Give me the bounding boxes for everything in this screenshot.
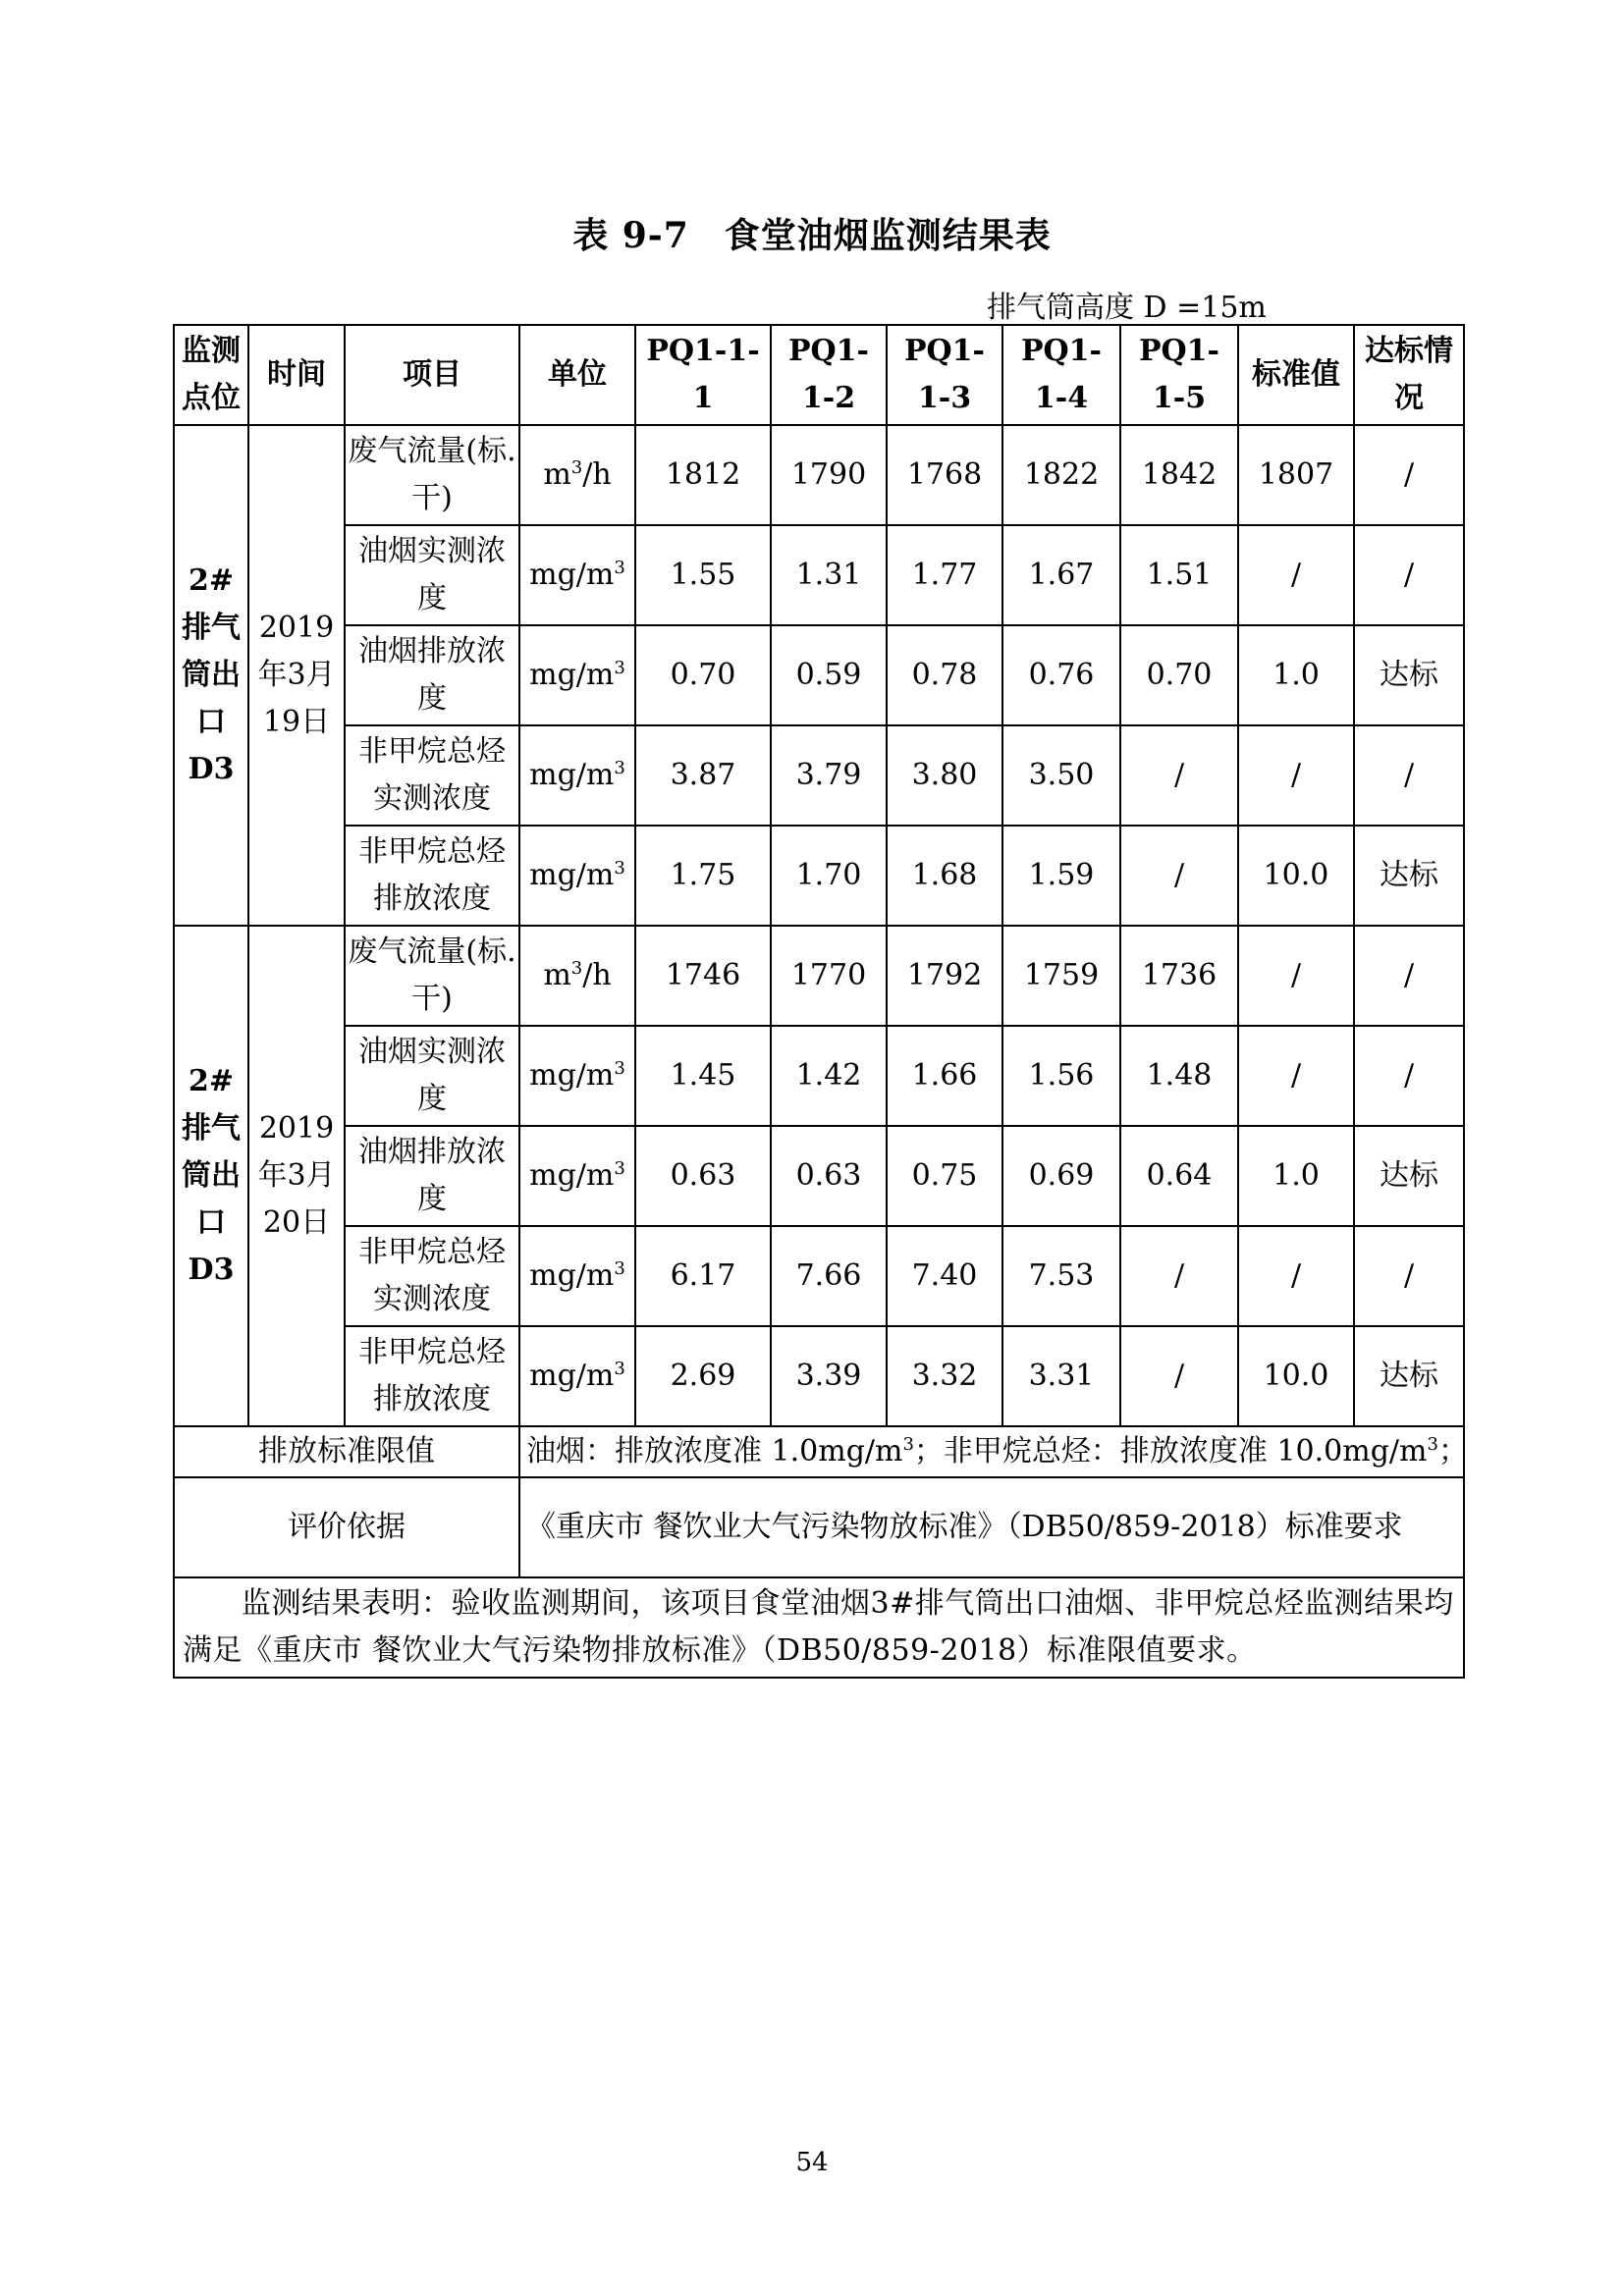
emission-limits-row [174,1426,1464,1477]
sample-value-cell: 1.56 [1002,1026,1120,1126]
unit-cell: $mg/m^3$ [519,1226,635,1326]
monitoring-results-table [173,324,1468,1679]
sample-value-cell: 2.69 [635,1326,771,1426]
sample-value-cell: 1768 [887,425,1002,525]
sample-value-cell: 6.17 [635,1226,771,1326]
header-item: 项目 [345,325,519,425]
sample-value-cell: 7.53 [1002,1226,1120,1326]
sample-value-cell: 1.77 [887,525,1002,625]
compliance-status-cell: / [1354,1026,1464,1126]
header-sample-1: PQ1-1-1 [635,325,771,425]
table-row [174,1126,1464,1226]
table-row [174,826,1464,926]
sample-value-cell: 0.76 [1002,625,1120,725]
unit-cell: $mg/m^3$ [519,826,635,926]
sample-value-cell: 0.63 [635,1126,771,1226]
standard-value-cell: / [1238,525,1354,625]
table-row [174,425,1464,525]
sample-value-cell: 3.79 [771,725,887,826]
sample-value-cell: 1.45 [635,1026,771,1126]
unit-cell: $mg/m^3$ [519,625,635,725]
emission-limits-label: 排放标准限值 [174,1426,519,1477]
monitoring-date-cell: 2019年3月19日 [248,425,345,926]
header-standard: 标准值 [1238,325,1354,425]
table-row [174,1226,1464,1326]
sample-value-cell: 1746 [635,926,771,1026]
sample-value-cell: 1.67 [1002,525,1120,625]
table-row [174,725,1464,826]
header-row [174,325,1464,425]
sample-value-cell: 1.48 [1120,1026,1238,1126]
table-number: 表 9-7 [572,215,689,256]
item-cell: 油烟排放浓度 [345,1126,519,1226]
evaluation-basis-text: 《重庆市 餐饮业大气污染物放标准》（DB50/859-2018）标准要求 [519,1477,1464,1577]
sample-value-cell: 1790 [771,425,887,525]
sample-value-cell: 3.87 [635,725,771,826]
sample-value-cell: 0.64 [1120,1126,1238,1226]
item-cell: 废气流量(标.干) [345,425,519,525]
sample-value-cell: 1.68 [887,826,1002,926]
sample-value-cell: 1736 [1120,926,1238,1026]
header-unit: 单位 [519,325,635,425]
header-point: 监测点位 [174,325,248,425]
sample-value-cell: 1792 [887,926,1002,1026]
sample-value-cell: 3.80 [887,725,1002,826]
header-sample-2: PQ1-1-2 [771,325,887,425]
sample-value-cell: 0.59 [771,625,887,725]
conclusion-row [174,1577,1464,1678]
sample-value-cell: 0.69 [1002,1126,1120,1226]
unit-cell: $mg/m^3$ [519,1026,635,1126]
unit-cell: $mg/m^3$ [519,525,635,625]
unit-cell: $mg/m^3$ [519,1326,635,1426]
monitoring-point-cell: 2#排气筒出口D3 [174,926,248,1426]
sample-value-cell: 1.31 [771,525,887,625]
sample-value-cell: 0.70 [635,625,771,725]
standard-value-cell: 1.0 [1238,625,1354,725]
sample-value-cell: 1.75 [635,826,771,926]
sample-value-cell: 3.32 [887,1326,1002,1426]
standard-value-cell: / [1238,725,1354,826]
standard-value-cell: / [1238,1226,1354,1326]
header-status: 达标情况 [1354,325,1464,425]
compliance-status-cell: / [1354,1226,1464,1326]
item-cell: 油烟实测浓度 [345,1026,519,1126]
standard-value-cell: / [1238,1026,1354,1126]
standard-value-cell: 10.0 [1238,826,1354,926]
sample-value-cell: / [1120,1226,1238,1326]
sample-value-cell: / [1120,826,1238,926]
item-cell: 非甲烷总烃排放浓度 [345,826,519,926]
conclusion-text: 监测结果表明：验收监测期间，该项目食堂油烟3#排气筒出口油烟、非甲烷总烃监测结果均满足《重庆市 餐饮业大气污染物排放标准》（DB50/859-2018）标准限值要求。 [174,1577,1464,1678]
evaluation-basis-row [174,1477,1464,1577]
evaluation-basis-label: 评价依据 [174,1477,519,1577]
sample-value-cell: 1.66 [887,1026,1002,1126]
header-sample-5: PQ1-1-5 [1120,325,1238,425]
compliance-status-cell: 达标 [1354,625,1464,725]
sample-value-cell: 0.63 [771,1126,887,1226]
table-row [174,625,1464,725]
monitoring-point-cell: 2#排气筒出口D3 [174,425,248,926]
item-cell: 油烟实测浓度 [345,525,519,625]
compliance-status-cell: / [1354,425,1464,525]
table-row [174,926,1464,1026]
table-title-text: 食堂油烟监测结果表 [724,215,1052,256]
unit-cell: $mg/m^3$ [519,725,635,826]
item-cell: 废气流量(标.干) [345,926,519,1026]
item-cell: 非甲烷总烃实测浓度 [345,1226,519,1326]
page-number: 54 [795,2148,829,2177]
sample-value-cell: 1812 [635,425,771,525]
compliance-status-cell: 达标 [1354,826,1464,926]
sample-value-cell: 3.50 [1002,725,1120,826]
standard-value-cell: 1807 [1238,425,1354,525]
sample-value-cell: 1759 [1002,926,1120,1026]
standard-value-cell: / [1238,926,1354,1026]
sample-value-cell: 0.75 [887,1126,1002,1226]
item-cell: 非甲烷总烃排放浓度 [345,1326,519,1426]
monitoring-date-cell: 2019年3月20日 [248,926,345,1426]
sample-value-cell: 3.39 [771,1326,887,1426]
header-time: 时间 [248,325,345,425]
sample-value-cell: 3.31 [1002,1326,1120,1426]
header-sample-4: PQ1-1-4 [1002,325,1120,425]
sample-value-cell: / [1120,1326,1238,1426]
sample-value-cell: 1.51 [1120,525,1238,625]
sample-value-cell: 0.70 [1120,625,1238,725]
item-cell: 非甲烷总烃实测浓度 [345,725,519,826]
sample-value-cell: 7.40 [887,1226,1002,1326]
unit-cell: $m^3/h$ [519,425,635,525]
compliance-status-cell: 达标 [1354,1326,1464,1426]
sample-value-cell: 1770 [771,926,887,1026]
sample-value-cell: 1.70 [771,826,887,926]
table-row [174,525,1464,625]
sample-value-cell: 1.42 [771,1026,887,1126]
sample-value-cell: 1842 [1120,425,1238,525]
sample-value-cell: 0.78 [887,625,1002,725]
table-row [174,1026,1464,1126]
stack-height-note: 排气筒高度 D =15m [987,291,1267,325]
compliance-status-cell: 达标 [1354,1126,1464,1226]
sample-value-cell: 1.55 [635,525,771,625]
unit-cell: $m^3/h$ [519,926,635,1026]
sample-value-cell: 1822 [1002,425,1120,525]
compliance-status-cell: / [1354,525,1464,625]
sample-value-cell: / [1120,725,1238,826]
emission-limits-text: 油烟：排放浓度准 $1.0mg/m^3$；非甲烷总烃：排放浓度准 $10.0mg/m^3$； [519,1426,1464,1477]
compliance-status-cell: / [1354,926,1464,1026]
standard-value-cell: 10.0 [1238,1326,1354,1426]
sample-value-cell: 7.66 [771,1226,887,1326]
compliance-status-cell: / [1354,725,1464,826]
table-title [0,208,1624,258]
item-cell: 油烟排放浓度 [345,625,519,725]
table-row [174,1326,1464,1426]
header-sample-3: PQ1-1-3 [887,325,1002,425]
standard-value-cell: 1.0 [1238,1126,1354,1226]
sample-value-cell: 1.59 [1002,826,1120,926]
unit-cell: $mg/m^3$ [519,1126,635,1226]
